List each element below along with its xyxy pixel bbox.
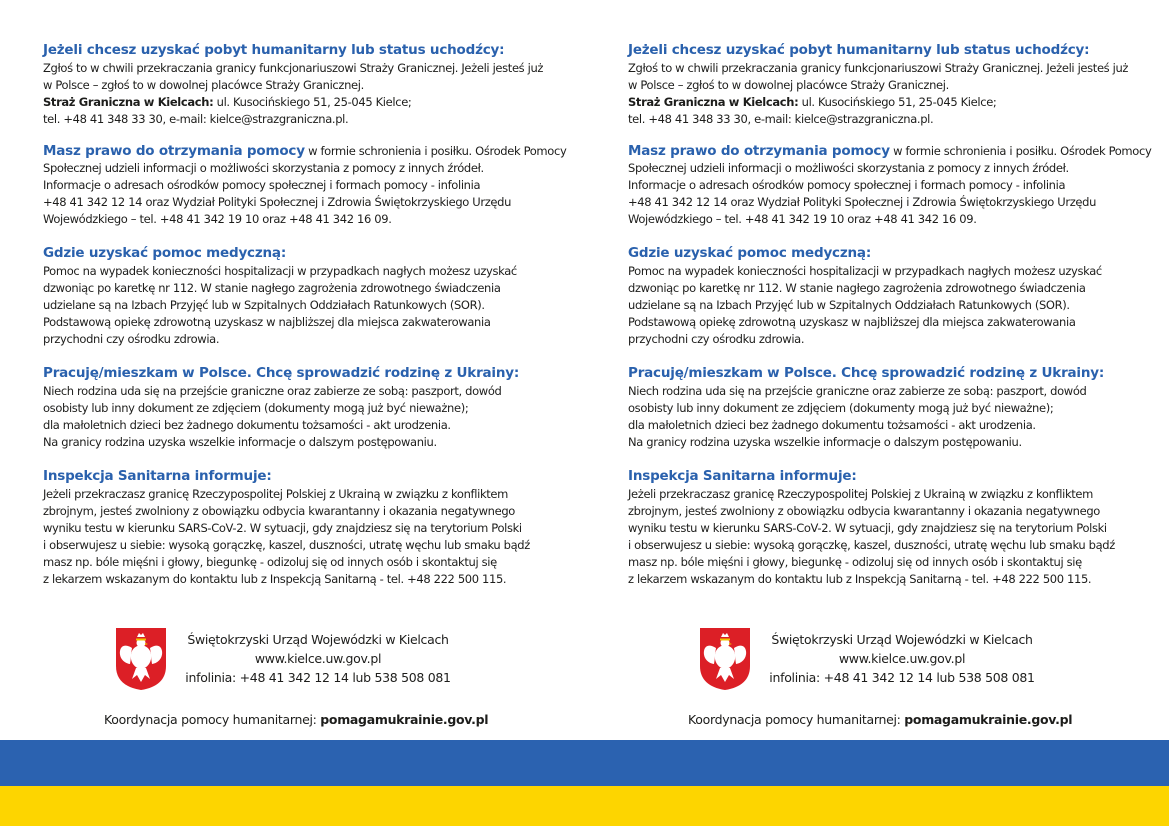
text-line: masz np. bóle mięśni i głowy, biegunkę - odizoluj się od innych osób i skontaktuj się xyxy=(43,555,497,569)
text-line: osobisty lub inny dokument ze zdjęciem (dokumenty mogą już być nieważne); xyxy=(628,401,1054,415)
section-bring-family xyxy=(43,363,563,451)
section-medical-help xyxy=(628,243,1148,348)
coordination-website[interactable]: pomagamukrainie.gov.pl xyxy=(904,712,1073,727)
text-line: i obserwujesz u siebie: wysoką gorączkę, kaszel, duszności, utratę węchu lub smaku bądź xyxy=(628,538,1115,552)
organization-block xyxy=(104,624,544,694)
text-line: Informacje o adresach ośrodków pomocy społecznej i formach pomocy - infolinia xyxy=(43,178,481,192)
heading-tail: w formie schronienia i posiłku. Ośrodek Pomocy xyxy=(304,144,567,158)
polish-white-eagle-emblem-icon xyxy=(114,626,168,692)
address-line xyxy=(43,94,563,111)
section-heading: Masz prawo do otrzymania pomocy xyxy=(43,143,305,159)
organization-info xyxy=(752,630,1052,687)
section-bring-family xyxy=(628,363,1148,451)
address-line xyxy=(628,94,1148,111)
text-line: Na granicy rodzina uzyska wszelkie informacje o dalszym postępowaniu. xyxy=(43,435,437,449)
text-line: udzielane są na Izbach Przyjęć lub w Szpitalnych Oddziałach Ratunkowych (SOR). xyxy=(43,298,485,312)
coordination-label: Koordynacja pomocy humanitarnej: xyxy=(104,712,321,727)
section-medical-help xyxy=(43,243,563,348)
text-line: dzwoniąc po karetkę nr 112. W stanie nagłego zagrożenia zdrowotnego świadczenia xyxy=(43,281,501,295)
flag-band-yellow xyxy=(0,786,1169,826)
section-heading: Masz prawo do otrzymania pomocy xyxy=(628,143,890,159)
organization-block xyxy=(688,624,1128,694)
text-line: przychodni czy ośrodku zdrowia. xyxy=(43,332,220,346)
polish-white-eagle-emblem-icon xyxy=(698,626,752,692)
heading-line xyxy=(628,143,1152,160)
text-line: +48 41 342 12 14 oraz Wydział Polityki Społecznej i Zdrowia Świętokrzyskiego Urzędu xyxy=(628,195,1097,209)
text-line: Podstawową opiekę zdrowotną uzyskasz w najbliższej dla miejsca zakwaterowania xyxy=(628,315,1076,329)
organization-website[interactable]: www.kielce.uw.gov.pl xyxy=(254,651,382,666)
organization-name: Świętokrzyski Urząd Wojewódzki w Kielcach xyxy=(771,632,1033,647)
text-line: Zgłoś to w chwili przekraczania granicy funkcjonariuszowi Straży Granicznej. Jeżeli jesteś już xyxy=(43,61,544,75)
text-line: dzwoniąc po karetkę nr 112. W stanie nagłego zagrożenia zdrowotnego świadczenia xyxy=(628,281,1086,295)
coordination-website[interactable]: pomagamukrainie.gov.pl xyxy=(320,712,489,727)
section-heading: Gdzie uzyskać pomoc medyczną: xyxy=(628,245,872,261)
address-value: ul. Kusocińskiego 51, 25-045 Kielce; xyxy=(213,95,412,109)
left-panel xyxy=(43,40,567,603)
text-line: Na granicy rodzina uzyska wszelkie informacje o dalszym postępowaniu. xyxy=(628,435,1022,449)
section-heading: Pracuję/mieszkam w Polsce. Chcę sprowadzić rodzinę z Ukrainy: xyxy=(628,365,1105,381)
section-sanitary-inspection xyxy=(628,466,1148,588)
section-humanitarian-status xyxy=(43,40,563,128)
text-line: Społecznej udzieli informacji o możliwości skorzystania z pomocy z innych źródeł. xyxy=(628,161,1069,175)
text-line: dla małoletnich dzieci bez żadnego dokumentu tożsamości - akt urodzenia. xyxy=(43,418,451,432)
text-line: Społecznej udzieli informacji o możliwości skorzystania z pomocy z innych źródeł. xyxy=(43,161,484,175)
section-right-to-assistance xyxy=(43,143,567,228)
text-line: zbrojnym, jesteś zwolniony z obowiązku odbycia kwarantanny i okazania negatywnego xyxy=(628,504,1100,518)
text-line: w Polsce – zgłoś to w dowolnej placówce Straży Granicznej. xyxy=(628,78,949,92)
text-line: Wojewódzkiego – tel. +48 41 342 19 10 oraz +48 41 342 16 09. xyxy=(43,212,392,226)
text-line: osobisty lub inny dokument ze zdjęciem (dokumenty mogą już być nieważne); xyxy=(43,401,469,415)
organization-hotline: infolinia: +48 41 342 12 14 lub 538 508 081 xyxy=(769,670,1035,685)
text-line: Pomoc na wypadek konieczności hospitalizacji w przypadkach nagłych możesz uzyskać xyxy=(43,264,517,278)
section-heading: Jeżeli chcesz uzyskać pobyt humanitarny lub status uchodźcy: xyxy=(43,42,505,58)
text-line: Wojewódzkiego – tel. +48 41 342 19 10 oraz +48 41 342 16 09. xyxy=(628,212,977,226)
text-line: dla małoletnich dzieci bez żadnego dokumentu tożsamości - akt urodzenia. xyxy=(628,418,1036,432)
section-humanitarian-status xyxy=(628,40,1148,128)
text-line: w Polsce – zgłoś to w dowolnej placówce Straży Granicznej. xyxy=(43,78,364,92)
text-line: Niech rodzina uda się na przejście graniczne oraz zabierze ze sobą: paszport, dowód xyxy=(628,384,1087,398)
contact-line: tel. +48 41 348 33 30, e-mail: kielce@strazgraniczna.pl. xyxy=(43,112,349,126)
section-heading: Jeżeli chcesz uzyskać pobyt humanitarny lub status uchodźcy: xyxy=(628,42,1090,58)
organization-info xyxy=(168,630,468,687)
section-heading: Inspekcja Sanitarna informuje: xyxy=(628,468,857,484)
section-right-to-assistance xyxy=(628,143,1152,228)
address-value: ul. Kusocińskiego 51, 25-045 Kielce; xyxy=(798,95,997,109)
right-panel xyxy=(628,40,1152,603)
text-line: i obserwujesz u siebie: wysoką gorączkę, kaszel, duszności, utratę węchu lub smaku bądź xyxy=(43,538,530,552)
organization-website[interactable]: www.kielce.uw.gov.pl xyxy=(838,651,966,666)
left-footer xyxy=(104,624,544,727)
contact-line: tel. +48 41 348 33 30, e-mail: kielce@strazgraniczna.pl. xyxy=(628,112,934,126)
text-line: zbrojnym, jesteś zwolniony z obowiązku odbycia kwarantanny i okazania negatywnego xyxy=(43,504,515,518)
text-line: Pomoc na wypadek konieczności hospitalizacji w przypadkach nagłych możesz uzyskać xyxy=(628,264,1102,278)
text-line: masz np. bóle mięśni i głowy, biegunkę - odizoluj się od innych osób i skontaktuj się xyxy=(628,555,1082,569)
right-footer xyxy=(688,624,1128,727)
text-line: z lekarzem wskazanym do kontaktu lub z Inspekcją Sanitarną - tel. +48 222 500 115. xyxy=(628,572,1092,586)
address-label: Straż Graniczna w Kielcach: xyxy=(628,95,799,109)
text-line: Zgłoś to w chwili przekraczania granicy funkcjonariuszowi Straży Granicznej. Jeżeli jesteś już xyxy=(628,61,1129,75)
coordination-line xyxy=(688,712,1072,727)
text-line: Jeżeli przekraczasz granicę Rzeczypospolitej Polskiej z Ukrainą w związku z konfliktem xyxy=(43,487,508,501)
section-heading: Inspekcja Sanitarna informuje: xyxy=(43,468,272,484)
text-line: wyniku testu w kierunku SARS-CoV-2. W sytuacji, gdy znajdziesz się na terytorium Polski xyxy=(43,521,522,535)
text-line: Jeżeli przekraczasz granicę Rzeczypospolitej Polskiej z Ukrainą w związku z konfliktem xyxy=(628,487,1093,501)
coordination-label: Koordynacja pomocy humanitarnej: xyxy=(688,712,905,727)
organization-name: Świętokrzyski Urząd Wojewódzki w Kielcach xyxy=(187,632,449,647)
text-line: wyniku testu w kierunku SARS-CoV-2. W sytuacji, gdy znajdziesz się na terytorium Polski xyxy=(628,521,1107,535)
coordination-line xyxy=(104,712,488,727)
text-line: Informacje o adresach ośrodków pomocy społecznej i formach pomocy - infolinia xyxy=(628,178,1066,192)
organization-hotline: infolinia: +48 41 342 12 14 lub 538 508 081 xyxy=(185,670,451,685)
address-label: Straż Graniczna w Kielcach: xyxy=(43,95,214,109)
text-line: z lekarzem wskazanym do kontaktu lub z Inspekcją Sanitarną - tel. +48 222 500 115. xyxy=(43,572,507,586)
text-line: Niech rodzina uda się na przejście graniczne oraz zabierze ze sobą: paszport, dowód xyxy=(43,384,502,398)
heading-tail: w formie schronienia i posiłku. Ośrodek Pomocy xyxy=(889,144,1152,158)
section-heading: Gdzie uzyskać pomoc medyczną: xyxy=(43,245,287,261)
text-line: +48 41 342 12 14 oraz Wydział Polityki Społecznej i Zdrowia Świętokrzyskiego Urzędu xyxy=(43,195,512,209)
heading-line xyxy=(43,143,567,160)
section-sanitary-inspection xyxy=(43,466,563,588)
text-line: udzielane są na Izbach Przyjęć lub w Szpitalnych Oddziałach Ratunkowych (SOR). xyxy=(628,298,1070,312)
text-line: przychodni czy ośrodku zdrowia. xyxy=(628,332,805,346)
text-line: Podstawową opiekę zdrowotną uzyskasz w najbliższej dla miejsca zakwaterowania xyxy=(43,315,491,329)
flag-band-blue xyxy=(0,740,1169,786)
section-heading: Pracuję/mieszkam w Polsce. Chcę sprowadzić rodzinę z Ukrainy: xyxy=(43,365,520,381)
